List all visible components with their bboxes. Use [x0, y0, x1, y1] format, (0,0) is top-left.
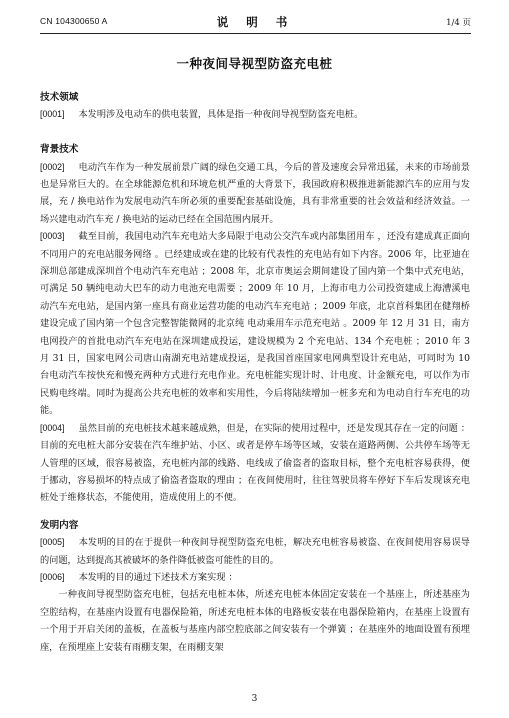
paragraph-number: [0002] — [40, 161, 65, 172]
paragraph-number: [0004] — [40, 422, 65, 433]
page-indicator: 1/4 页 — [446, 18, 471, 28]
document-title: 一种夜间导视型防盗充电桩 — [176, 56, 333, 71]
paragraph-text: 虽然目前的充电桩技术越来越成熟，但是，在实际的使用过程中，还是发现其存在一定的问题 ：目前的充电桩大部分安装在汽车维护站、小区、或者是停车场等区域，安装在道路两侧、公共停车场等无人管理的区域，很容易被盗，充电桩内部的线路、电线成了偷盗者的盗取目标，整个充电桩容易获得，便于挪动，容易损坏的特点成了偷盗者盗取的理由 ；在夜间使用时，往往驾驶员将车停好下车后发现该充电桩处于维修状态，不能使用，造成使用上的不便。 — [40, 422, 470, 504]
page-number: 3 — [251, 694, 258, 704]
paragraph-number: [0006] — [40, 571, 65, 582]
paragraph-text: 本发明的目的通过下述技术方案实现 ： — [78, 571, 238, 583]
patent-number: CN 104300650 A — [40, 16, 108, 26]
paragraph-0005 — [40, 534, 470, 569]
paragraph-text: 本发明的目的在于提供一种夜间导视型防盗充电桩，解决充电桩容易被盗、在夜间使用容易误导的问题，达到提高其被破坏的条件降低被盗可能性的目的。 — [40, 537, 470, 566]
paragraph-continuation: 一种夜间导视型防盗充电桩，包括充电桩本体，所述充电桩本体固定安装在一个基座上，所述基座为空腔结构，在基座内设置有电器保险箱，所述充电桩本体的电路板安装在电器保险箱内，在基座上设置有一个用于开启关闭的盖板，在盖板与基座内部空腔底部之间安装有一个弹簧 ；在基座外的地面设置有预埋座，在预埋座上安装有雨棚支架，在雨棚支架 — [40, 589, 470, 653]
paragraph-0006 — [40, 569, 470, 586]
paragraph-number: [0005] — [40, 537, 65, 548]
page-header — [40, 14, 471, 32]
paragraph-number: [0003] — [40, 231, 65, 242]
paragraph-0004 — [40, 420, 470, 507]
paragraph-text: 本发明涉及电动车的供电装置，具体是指一种夜间导视型防盗充电桩。 — [78, 109, 364, 121]
document-type: 说 明 书 — [216, 15, 295, 29]
section-heading-summary: 发明内容 — [40, 519, 79, 531]
paragraph-number: [0001] — [40, 109, 65, 120]
header-divider — [40, 33, 471, 34]
section-heading-tech-field: 技术领域 — [40, 92, 79, 103]
paragraph-text: 截至目前，我国电动汽车充电站大多局限于电动公交汽车或内部集团用车 ，还没有建成真正面向不同用户的充电站服务网络 。已经建成或在建的比较有代表性的充电站有如下内容。2006 年，比亚迪在深圳总部建成深圳首个电动汽车充电站 ；2008 年，北京市奥运会期间建设了国内第一个集中式充电站，可满足 50 辆纯电动大巴车的动力电池充电需要 ；2009 年 10 月，上海市电力公司投资建成上海漕溪电动汽车充电站，是国内第一座具有商业运营功能的电动汽车充电站 ；2009 年底，北京首科集团在健翔桥建设完成了国内第一个包含完整智能微网的北京纯 电动乘用车示范充电站 。2009 年 12 月 31 日，南方电网投产的首批电动汽车充电站在深圳建成投运，建设规模为 2 个充电站、134 个充电桩 ；2010 年 3 月 31 日，国家电网公司唐山南湖充电站建成投运，是我国首座国家电网典型设计充电站，可同时为 10 台电动汽车按快充和慢充两种方式进行充电作业。充电桩能实现计时、计电度、计金额充电，可以作为市民购电终端。同时为提高公共充电桩的效率和实用性，今后将陆续增加一桩多充和为电动自行车充电的功能。 — [40, 231, 470, 417]
paragraph-0003 — [40, 228, 470, 419]
paragraph-text: 电动汽车作为一种发展前景广阔的绿色交通工具，今后的普及速度会异常迅猛，未来的市场前景也是异常巨大的。在全球能源危机和环境危机严重的大背景下，我国政府积极推进新能源汽车的应用与发展，充 / 换电站作为发展电动汽车所必须的重要配套基础设施，具有非常重要的社会效益和经济效益。一场兴建电动汽车充 / 换电站的运动已经在全国范围内展开。 — [40, 161, 470, 225]
document-body — [40, 89, 470, 656]
paragraph-0002 — [40, 159, 470, 229]
section-heading-background: 背景技术 — [40, 144, 79, 156]
paragraph-0001 — [40, 106, 470, 123]
